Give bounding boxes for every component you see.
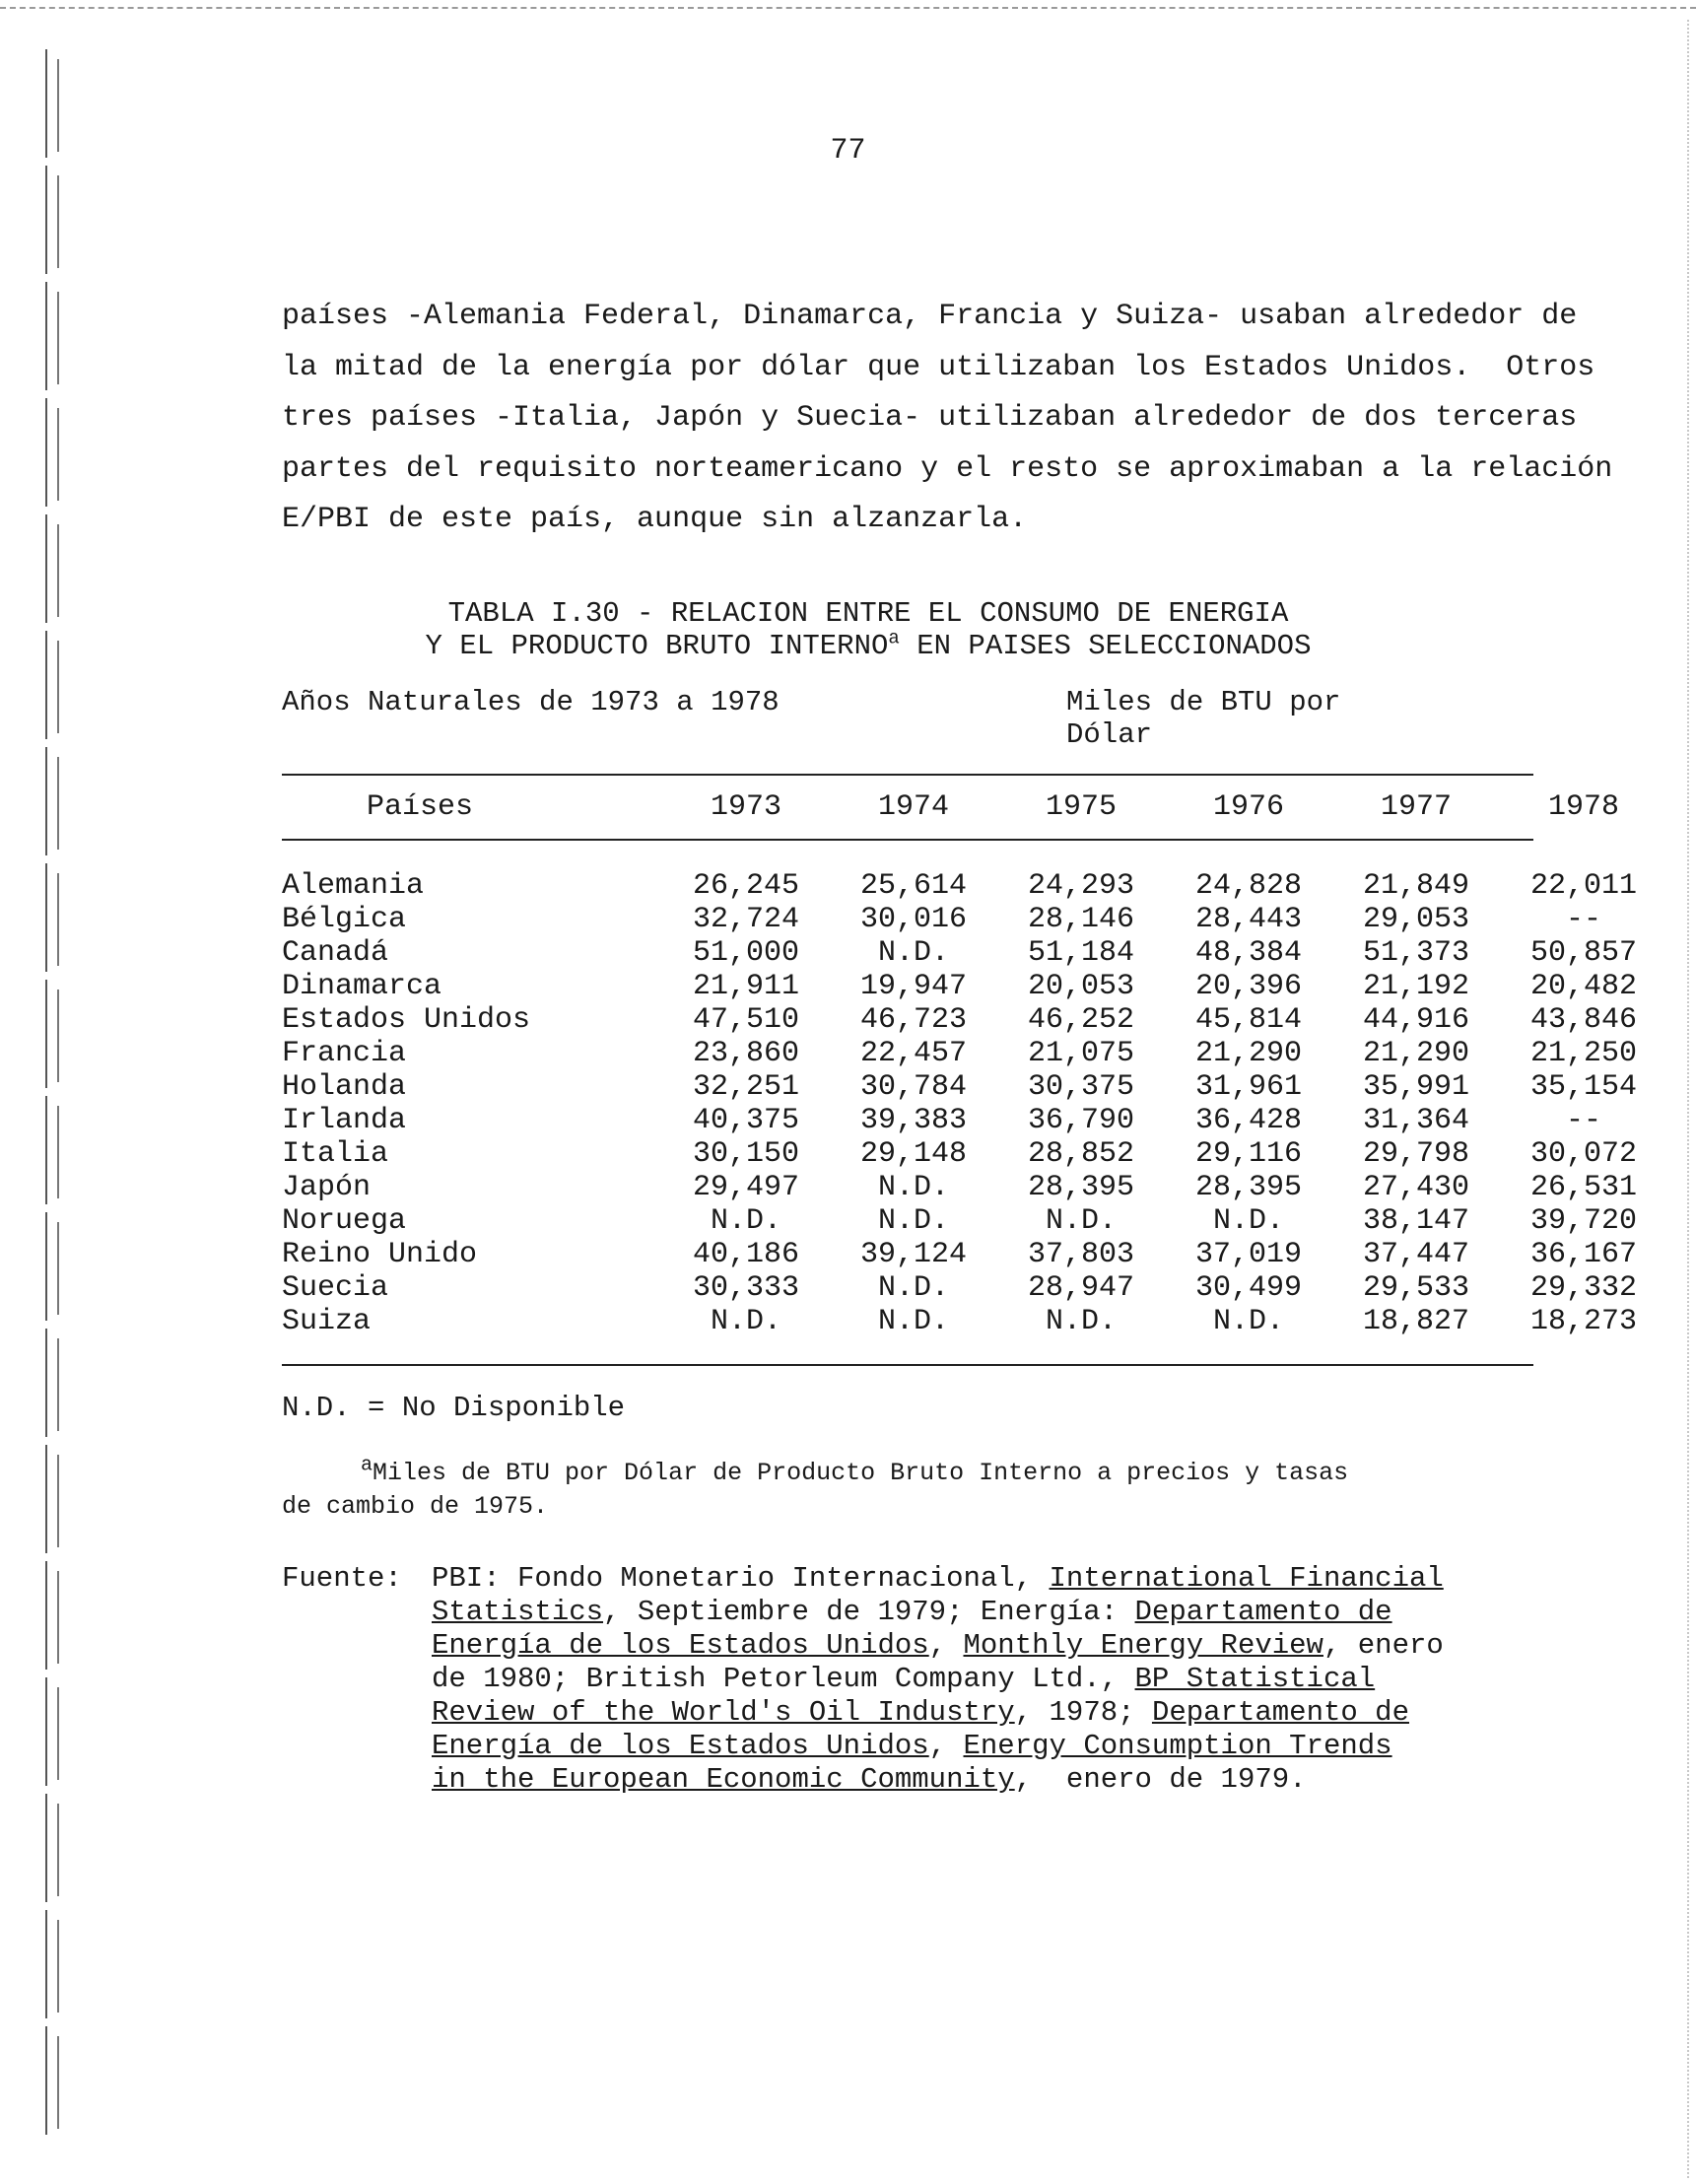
- value-cell: N.D.: [710, 1204, 781, 1238]
- value-cell: 19,947: [859, 970, 968, 1003]
- table-row: [282, 1070, 1667, 1104]
- value-cell: 29,148: [859, 1137, 968, 1171]
- source-body: [432, 1562, 1545, 1797]
- value-cell: 51,373: [1362, 936, 1470, 970]
- value-cell: N.D.: [877, 1271, 949, 1305]
- header-year: 1976: [1212, 790, 1284, 824]
- value-cell: 20,482: [1529, 970, 1638, 1003]
- header-year: 1977: [1380, 790, 1452, 824]
- value-cell: 29,053: [1362, 903, 1470, 936]
- country-cell: Francia: [282, 1037, 407, 1070]
- paragraph-line: la mitad de la energía por dólar que utilizaban los Estados Unidos. Otros: [282, 350, 1595, 384]
- binding-mark: [37, 514, 67, 623]
- value-cell: 27,430: [1362, 1171, 1470, 1204]
- value-cell: 45,814: [1194, 1003, 1303, 1037]
- value-cell: 39,124: [859, 1238, 968, 1271]
- header-country: Países: [367, 790, 474, 824]
- table-row: [282, 903, 1667, 936]
- value-cell: N.D.: [1212, 1204, 1284, 1238]
- value-cell: 29,332: [1529, 1271, 1638, 1305]
- binding-mark: [37, 1096, 67, 1204]
- value-cell: N.D.: [877, 1305, 949, 1338]
- value-cell: 21,250: [1529, 1037, 1638, 1070]
- value-cell: 32,251: [692, 1070, 800, 1104]
- value-cell: 51,000: [692, 936, 800, 970]
- value-cell: 31,364: [1362, 1104, 1470, 1137]
- value-cell: 30,072: [1529, 1137, 1638, 1171]
- title-footnote-marker: a: [888, 627, 900, 649]
- binding-mark: [37, 1794, 67, 1902]
- source-title: Review of the World's Oil Industry: [432, 1696, 1015, 1729]
- value-cell: 32,724: [692, 903, 800, 936]
- value-cell: 24,828: [1194, 869, 1303, 903]
- value-cell: 50,857: [1529, 936, 1638, 970]
- source-title: Energía de los Estados Unidos: [432, 1629, 929, 1662]
- value-cell: N.D.: [1045, 1305, 1117, 1338]
- header-year: 1978: [1547, 790, 1619, 824]
- value-cell: N.D.: [1045, 1204, 1117, 1238]
- value-cell: 22,457: [859, 1037, 968, 1070]
- value-cell: 29,798: [1362, 1137, 1470, 1171]
- table-body: [282, 836, 1667, 1338]
- country-cell: Dinamarca: [282, 970, 442, 1003]
- binding-mark: [37, 1329, 67, 1437]
- energy-gdp-table: [282, 779, 1667, 1338]
- value-cell: 28,395: [1027, 1171, 1135, 1204]
- page-number: 77: [830, 134, 866, 168]
- source-text: , enero: [1323, 1629, 1444, 1662]
- value-cell: 30,375: [1027, 1070, 1135, 1104]
- value-cell: 38,147: [1362, 1204, 1470, 1238]
- value-cell: 43,846: [1529, 1003, 1638, 1037]
- source-line: [432, 1663, 1545, 1696]
- value-cell: 28,395: [1194, 1171, 1303, 1204]
- country-cell: Irlanda: [282, 1104, 407, 1137]
- binding-mark: [37, 863, 67, 972]
- value-cell: 26,245: [692, 869, 800, 903]
- table-row: [282, 1271, 1667, 1305]
- source-label: Fuente:: [282, 1562, 402, 1595]
- country-cell: Suecia: [282, 1271, 389, 1305]
- table-row: [282, 1204, 1667, 1238]
- table-row: [282, 1137, 1667, 1171]
- header-year: 1975: [1045, 790, 1117, 824]
- binding-mark: [37, 1677, 67, 1786]
- source-title: Departamento de: [1151, 1696, 1409, 1729]
- source-title: Statistics: [432, 1596, 604, 1628]
- source-text: , Septiembre de 1979; Energía:: [603, 1596, 1135, 1628]
- value-cell: 37,803: [1027, 1238, 1135, 1271]
- table-row: [282, 970, 1667, 1003]
- country-cell: Suiza: [282, 1305, 372, 1338]
- value-cell: 30,333: [692, 1271, 800, 1305]
- country-cell: Holanda: [282, 1070, 407, 1104]
- value-cell: 39,383: [859, 1104, 968, 1137]
- source-title: in the European Economic Community: [432, 1763, 1015, 1796]
- table-row: [282, 936, 1667, 970]
- binding-mark: [37, 1561, 67, 1670]
- value-cell: 24,293: [1027, 869, 1135, 903]
- value-cell: 18,827: [1362, 1305, 1470, 1338]
- table-title-line2-suffix: EN PAISES SELECCIONADOS: [899, 630, 1312, 662]
- source-text: , enero de 1979.: [1014, 1763, 1307, 1796]
- table-row: [282, 1171, 1667, 1204]
- value-cell: 44,916: [1362, 1003, 1470, 1037]
- paragraph-line: E/PBI de este país, aunque sin alzanzarla.: [282, 503, 1028, 536]
- paragraph-line: partes del requisito norteamericano y el resto se aproximaban a la relación: [282, 451, 1613, 486]
- footnote-line: de cambio de 1975.: [282, 1492, 549, 1521]
- value-cell: 18,273: [1529, 1305, 1638, 1338]
- country-cell: Reino Unido: [282, 1238, 478, 1271]
- value-cell: N.D.: [877, 1171, 949, 1204]
- table-subheading: [282, 686, 1435, 751]
- country-cell: Italia: [282, 1137, 389, 1171]
- value-cell: 20,053: [1027, 970, 1135, 1003]
- subheading-years: Años Naturales de 1973 a 1978: [282, 686, 780, 718]
- value-cell: 30,499: [1194, 1271, 1303, 1305]
- value-cell: 51,184: [1027, 936, 1135, 970]
- value-cell: N.D.: [877, 1204, 949, 1238]
- source-line: [432, 1696, 1545, 1730]
- country-cell: Japón: [282, 1171, 372, 1204]
- value-cell: 39,720: [1529, 1204, 1638, 1238]
- value-cell: 46,723: [859, 1003, 968, 1037]
- value-cell: 29,497: [692, 1171, 800, 1204]
- source-text: ,: [928, 1629, 964, 1662]
- binding-holes: [37, 49, 77, 2119]
- source-title: BP Statistical: [1134, 1663, 1376, 1695]
- value-cell: 46,252: [1027, 1003, 1135, 1037]
- footnote-line: [282, 1454, 1514, 1490]
- header-year: 1973: [710, 790, 781, 824]
- value-cell: 21,290: [1362, 1037, 1470, 1070]
- source-text: , 1978;: [1014, 1696, 1152, 1729]
- value-cell: 20,396: [1194, 970, 1303, 1003]
- value-cell: 30,784: [859, 1070, 968, 1104]
- country-cell: Canadá: [282, 936, 389, 970]
- value-cell: 30,150: [692, 1137, 800, 1171]
- binding-mark: [37, 980, 67, 1088]
- binding-mark: [37, 282, 67, 390]
- source-title: Energía de los Estados Unidos: [432, 1730, 929, 1762]
- table-row: [282, 869, 1667, 903]
- table-bottom-rule: [282, 1364, 1533, 1366]
- binding-mark: [37, 1910, 67, 2018]
- value-cell: 28,947: [1027, 1271, 1135, 1305]
- binding-mark: [37, 1445, 67, 1553]
- value-cell: 29,116: [1194, 1137, 1303, 1171]
- source-line: [432, 1629, 1545, 1663]
- value-cell: 28,443: [1194, 903, 1303, 936]
- value-cell: 48,384: [1194, 936, 1303, 970]
- value-cell: 36,790: [1027, 1104, 1135, 1137]
- table-top-rule: [282, 774, 1533, 776]
- value-cell: 23,860: [692, 1037, 800, 1070]
- value-cell: --: [1565, 1104, 1601, 1137]
- value-cell: 35,154: [1529, 1070, 1638, 1104]
- country-cell: Alemania: [282, 869, 425, 903]
- source-text: PBI: Fondo Monetario Internacional,: [432, 1562, 1050, 1595]
- value-cell: N.D.: [877, 936, 949, 970]
- table-title: [282, 597, 1455, 662]
- source-title: Departamento de: [1134, 1596, 1392, 1628]
- table-title-line1: TABLA I.30 - RELACION ENTRE EL CONSUMO DE ENERGIA: [447, 597, 1289, 630]
- value-cell: N.D.: [1212, 1305, 1284, 1338]
- binding-mark: [37, 166, 67, 274]
- source-line: [432, 1730, 1545, 1763]
- value-cell: 40,375: [692, 1104, 800, 1137]
- source-line: [432, 1763, 1545, 1797]
- source-line: [432, 1562, 1545, 1596]
- binding-mark: [37, 747, 67, 855]
- value-cell: 35,991: [1362, 1070, 1470, 1104]
- value-cell: 36,428: [1194, 1104, 1303, 1137]
- value-cell: 40,186: [692, 1238, 800, 1271]
- value-cell: 28,852: [1027, 1137, 1135, 1171]
- footnote-text: Miles de BTU por Dólar de Producto Bruto Interno a precios y tasas: [373, 1459, 1349, 1487]
- value-cell: 21,192: [1362, 970, 1470, 1003]
- value-cell: 36,167: [1529, 1238, 1638, 1271]
- value-cell: N.D.: [710, 1305, 781, 1338]
- value-cell: 47,510: [692, 1003, 800, 1037]
- table-title-line2-prefix: Y EL PRODUCTO BRUTO INTERNO: [425, 630, 889, 662]
- source-line: [432, 1596, 1545, 1629]
- value-cell: 21,290: [1194, 1037, 1303, 1070]
- value-cell: 30,016: [859, 903, 968, 936]
- value-cell: 21,849: [1362, 869, 1470, 903]
- value-cell: 31,961: [1194, 1070, 1303, 1104]
- paragraph-line: tres países -Italia, Japón y Suecia- utilizaban alrededor de dos terceras: [282, 401, 1578, 435]
- table-footnote: [282, 1454, 1514, 1524]
- value-cell: 37,019: [1194, 1238, 1303, 1271]
- source-title: Energy Consumption Trends: [963, 1730, 1392, 1762]
- table-header-row: [282, 779, 1667, 836]
- paragraph-line: países -Alemania Federal, Dinamarca, Francia y Suiza- usaban alrededor de: [282, 300, 1578, 333]
- value-cell: 28,146: [1027, 903, 1135, 936]
- binding-mark: [37, 2026, 67, 2135]
- value-cell: 22,011: [1529, 869, 1638, 903]
- source-title: International Financial: [1049, 1562, 1444, 1595]
- nd-legend: N.D. = No Disponible: [282, 1392, 626, 1424]
- body-paragraph: [282, 292, 1613, 546]
- table-title-line2: [282, 627, 1455, 662]
- table-row: [282, 1003, 1667, 1037]
- binding-mark: [37, 631, 67, 739]
- country-cell: Noruega: [282, 1204, 407, 1238]
- value-cell: 21,911: [692, 970, 800, 1003]
- value-cell: 25,614: [859, 869, 968, 903]
- source-text: de 1980; British Petorleum Company Ltd.,: [432, 1663, 1135, 1695]
- footnote-marker: a: [361, 1454, 373, 1477]
- scan-top-edge: [0, 7, 1696, 9]
- table-row: [282, 1037, 1667, 1070]
- binding-mark: [37, 1212, 67, 1321]
- value-cell: --: [1565, 903, 1601, 936]
- value-cell: 29,533: [1362, 1271, 1470, 1305]
- value-cell: 37,447: [1362, 1238, 1470, 1271]
- source-text: ,: [928, 1730, 964, 1762]
- table-row: [282, 1238, 1667, 1271]
- value-cell: 26,531: [1529, 1171, 1638, 1204]
- country-cell: Estados Unidos: [282, 1003, 531, 1037]
- country-cell: Bélgica: [282, 903, 407, 936]
- subheading-units: Miles de BTU por Dólar: [1066, 686, 1341, 751]
- table-row: [282, 1305, 1667, 1338]
- value-cell: 21,075: [1027, 1037, 1135, 1070]
- header-year: 1974: [877, 790, 949, 824]
- table-row: [282, 1104, 1667, 1137]
- scan-right-edge: [1687, 20, 1689, 2178]
- source-title: Monthly Energy Review: [963, 1629, 1323, 1662]
- binding-mark: [37, 398, 67, 507]
